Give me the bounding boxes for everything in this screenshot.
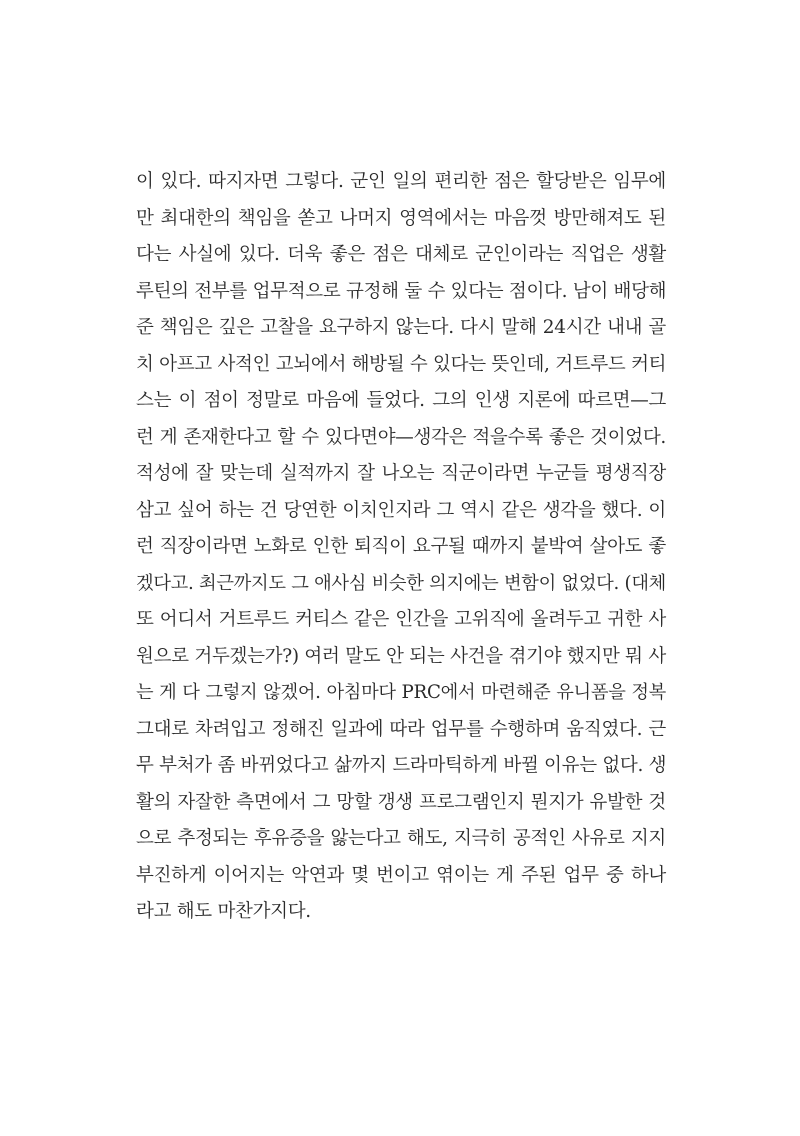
text-line: 런 직장이라면 노화로 인한 퇴직이 요구될 때까지 붙박여 살아도 좋 <box>136 536 666 557</box>
text-line: 이 있다. 따지자면 그렇다. 군인 일의 편리한 점은 할당받은 임무에 <box>136 171 666 192</box>
text-line: 스는 이 점이 정말로 마음에 들었다. 그의 인생 지론에 따르면—그 <box>136 390 666 411</box>
text-line: 원으로 거두겠는가?) 여러 말도 안 되는 사건을 겪기야 했지만 뭐 사 <box>136 645 666 667</box>
text-line: 활의 자잘한 측면에서 그 망할 갱생 프로그램인지 뭔지가 유발한 것 <box>136 791 666 813</box>
text-line: 삼고 싶어 하는 건 당연한 이치인지라 그 역시 같은 생각을 했다. 이 <box>136 499 666 521</box>
text-line: 준 책임은 깊은 고찰을 요구하지 않는다. 다시 말해 24시간 내내 골 <box>136 317 666 338</box>
text-line: 그대로 차려입고 정해진 일과에 따라 업무를 수행하며 움직였다. 근 <box>136 718 666 740</box>
text-line: 만 최대한의 책임을 쏟고 나머지 영역에서는 마음껏 방만해져도 된 <box>136 207 666 229</box>
text-line: 치 아프고 사적인 고뇌에서 해방될 수 있다는 뜻인데, 거트루드 커티 <box>136 353 667 375</box>
text-line: 부진하게 이어지는 악연과 몇 번이고 엮이는 게 주된 업무 중 하나 <box>136 864 666 886</box>
text-line: 적성에 잘 맞는데 실적까지 잘 나오는 직군이라면 누군들 평생직장 <box>136 463 666 484</box>
text-line: 또 어디서 거트루드 커티스 같은 인간을 고위직에 올려두고 귀한 사 <box>136 609 666 630</box>
text-line: 루틴의 전부를 업무적으로 규정해 둘 수 있다는 점이다. 남이 배당해 <box>136 280 667 302</box>
text-line: 으로 추정되는 후유증을 앓는다고 해도, 지극히 공적인 사유로 지지 <box>136 828 666 849</box>
text-line: 겠다고. 최근까지도 그 애사심 비슷한 의지에는 변함이 없었다. (대체 <box>136 572 666 594</box>
text-line: 런 게 존재한다고 할 수 있다면야—생각은 적을수록 좋은 것이었다. <box>136 426 666 448</box>
text-line: 라고 해도 마찬가지다. <box>136 901 311 922</box>
text-line: 다는 사실에 있다. 더욱 좋은 점은 대체로 군인이라는 직업은 생활 <box>136 244 666 265</box>
text-line: 무 부처가 좀 바뀌었다고 삶까지 드라마틱하게 바뀔 이유는 없다. 생 <box>136 755 667 776</box>
body-text <box>136 164 666 931</box>
text-line: 는 게 다 그렇지 않겠어. 아침마다 PRC에서 마련해준 유니폼을 정복 <box>136 682 666 703</box>
